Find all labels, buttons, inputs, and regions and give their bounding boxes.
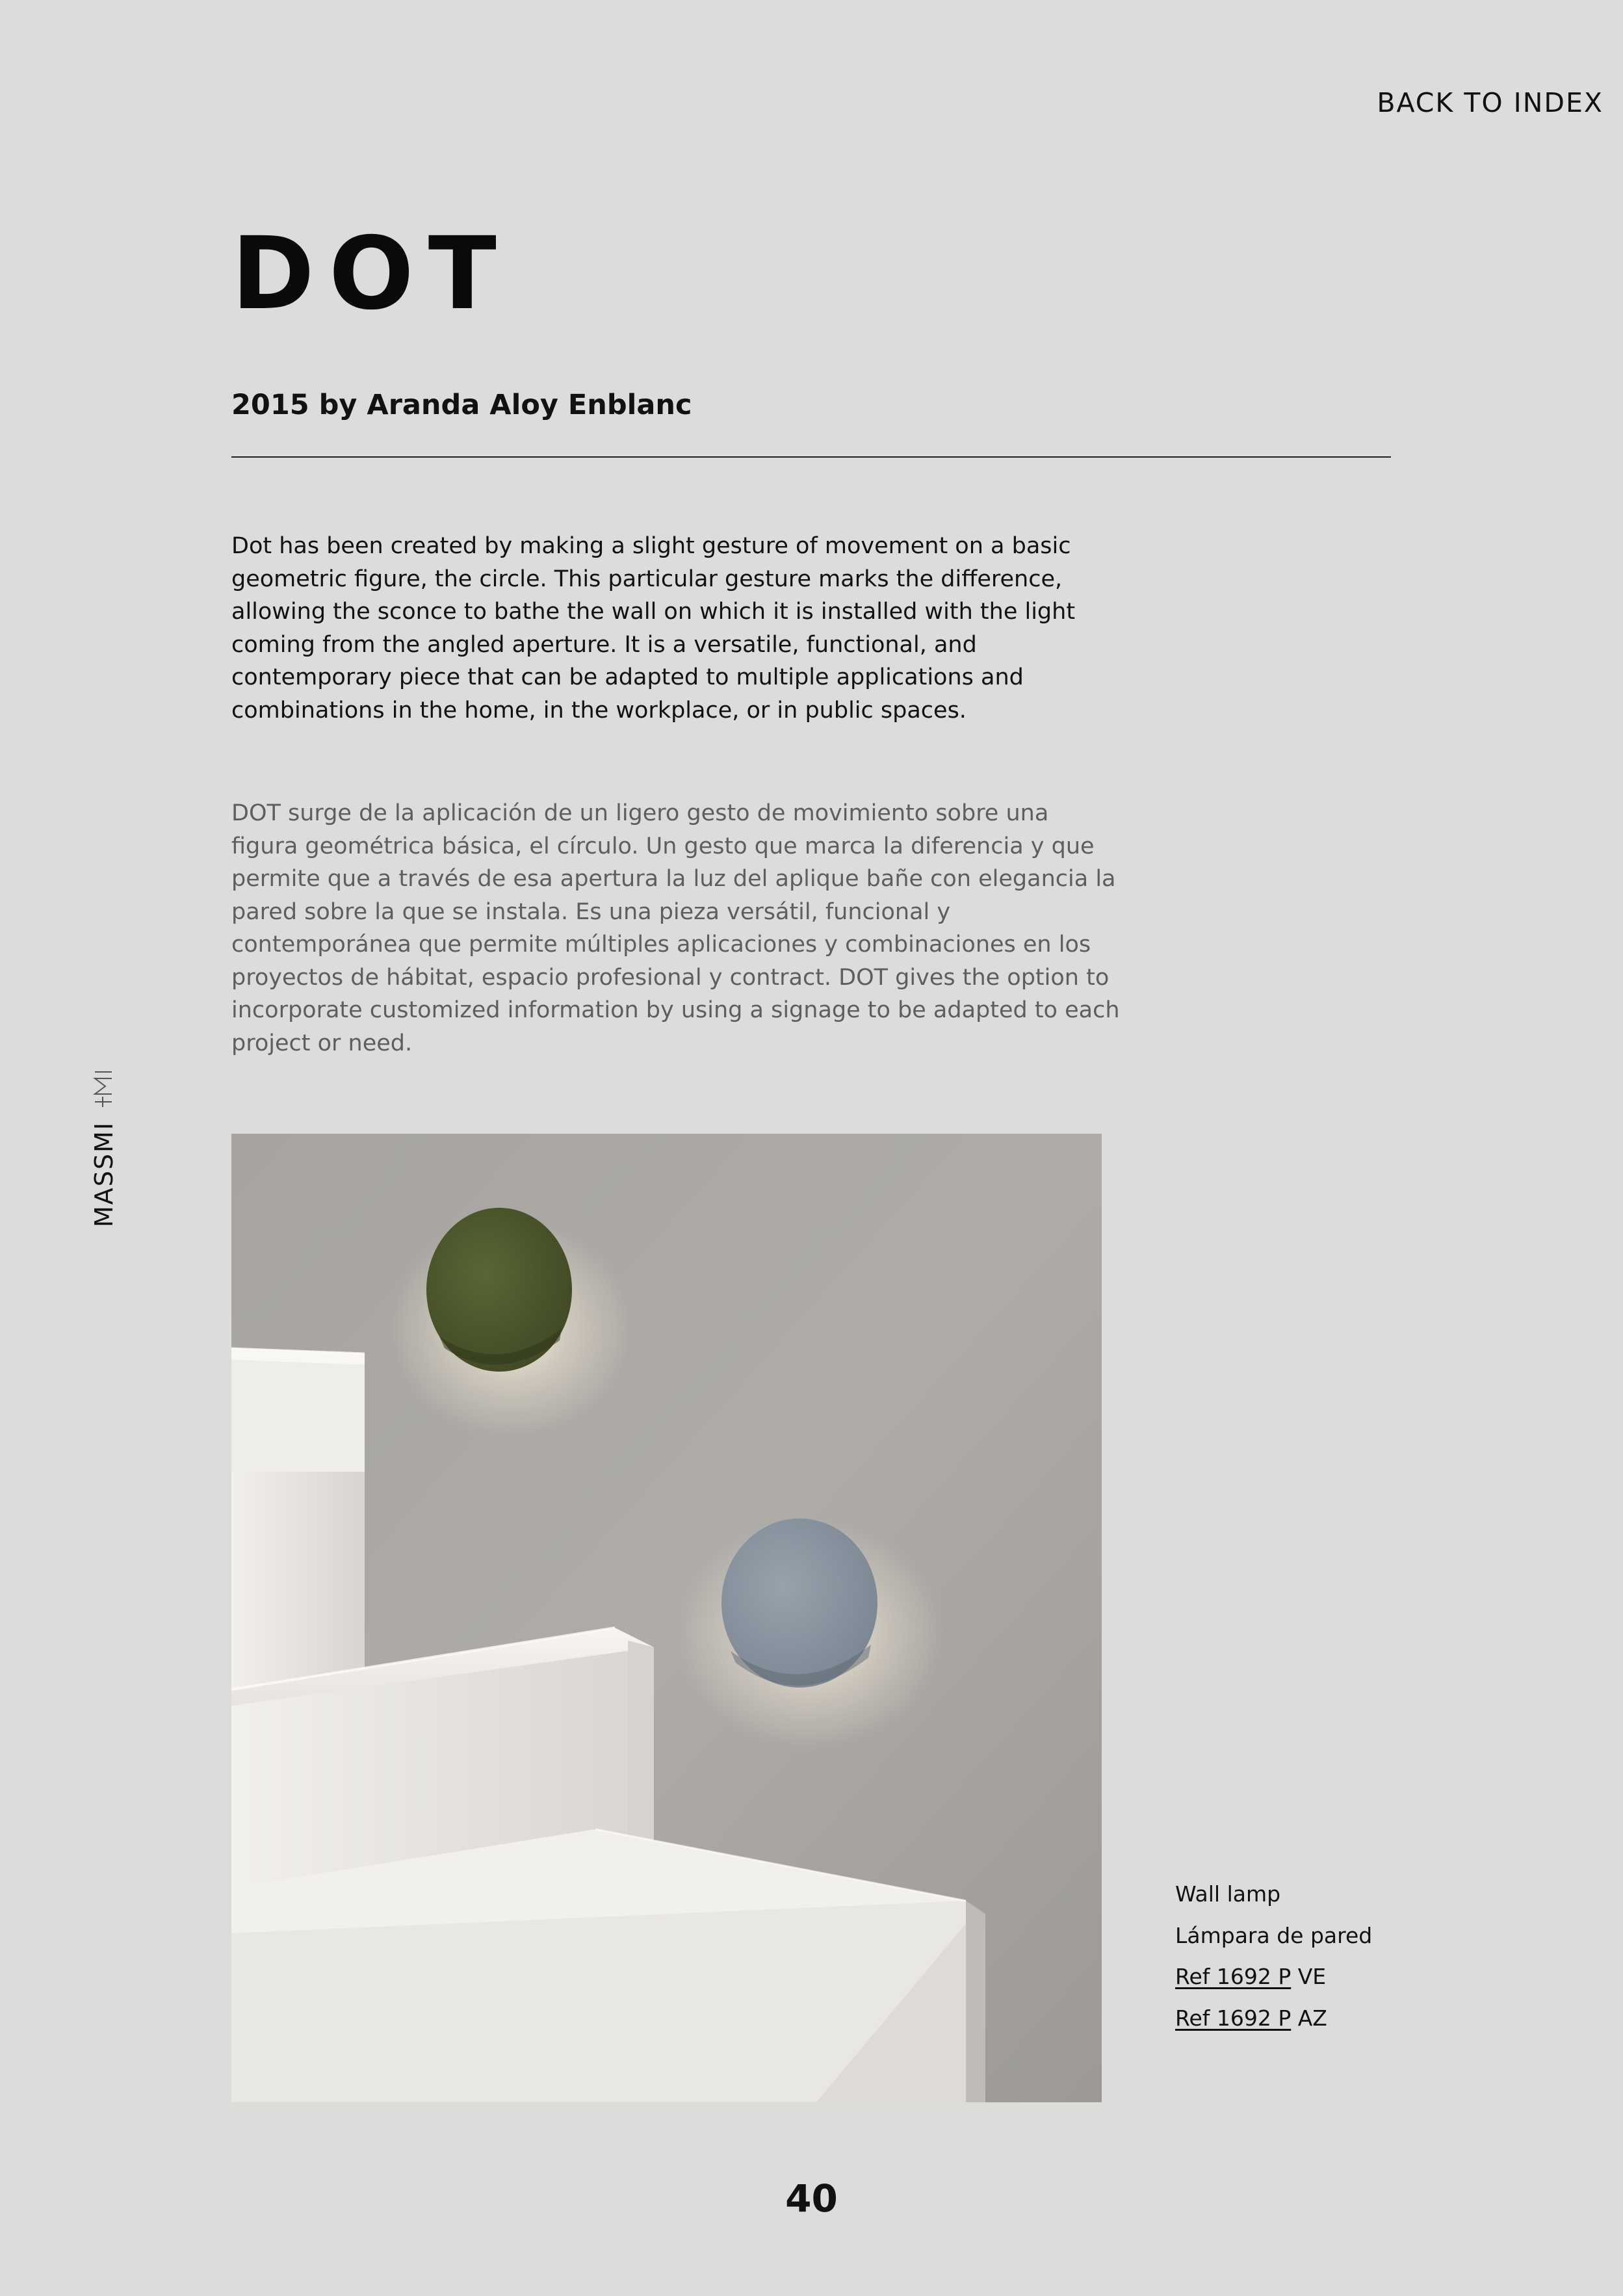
product-photo [231,1134,1102,2102]
product-subtitle: 2015 by Aranda Aloy Enblanc [231,389,692,421]
ref-suffix-az: AZ [1291,2005,1327,2031]
product-title: DOT [231,216,511,332]
spec-type-spanish: Lámpara de pared [1175,1922,1373,1948]
brand-name: MASSMI [90,1121,118,1227]
spec-ref-ve [1175,1956,1372,1998]
spec-ref-az [1175,1998,1372,2039]
back-to-index-link[interactable]: BACK TO INDEX [1377,87,1604,118]
product-specs [1175,1873,1372,2039]
ref-suffix-ve: VE [1291,1964,1327,1989]
ref-link-az[interactable]: Ref 1692 P [1175,2005,1292,2031]
ref-link-ve[interactable]: Ref 1692 P [1175,1964,1292,1989]
brand-logo-icon [91,1069,117,1108]
spec-type-english: Wall lamp [1175,1881,1281,1907]
description-spanish: DOT surge de la aplicación de un ligero gesto de movimiento sobre una figura geométrica básica, el círculo. Un gesto que marca la diferencia y que permite que a través de esa apertura la luz del aplique bañe con elegancia la pared sobre la que se instala. Es una pieza versátil, funcional y contemporánea que permite múltiples aplicaciones y combinaciones en los proyectos de hábitat, espacio profesional y contract. DOT gives the option to incorporate customized information by using a signage to be adapted to each project or need. [231,800,1120,1056]
divider [231,456,1391,458]
description-english: Dot has been created by making a slight gesture of movement on a basic geometric figure, the circle. This particular gesture marks the difference, allowing the sconce to bathe the wall on which it is installed with the light coming from the angled aperture. It is a versatile, functional, and contemporary piece that can be adapted to multiple applications and combinations in the home, in the workplace, or in public spaces. [231,533,1076,724]
page-number: 40 [785,2176,838,2221]
brand-vertical [90,1069,118,1227]
